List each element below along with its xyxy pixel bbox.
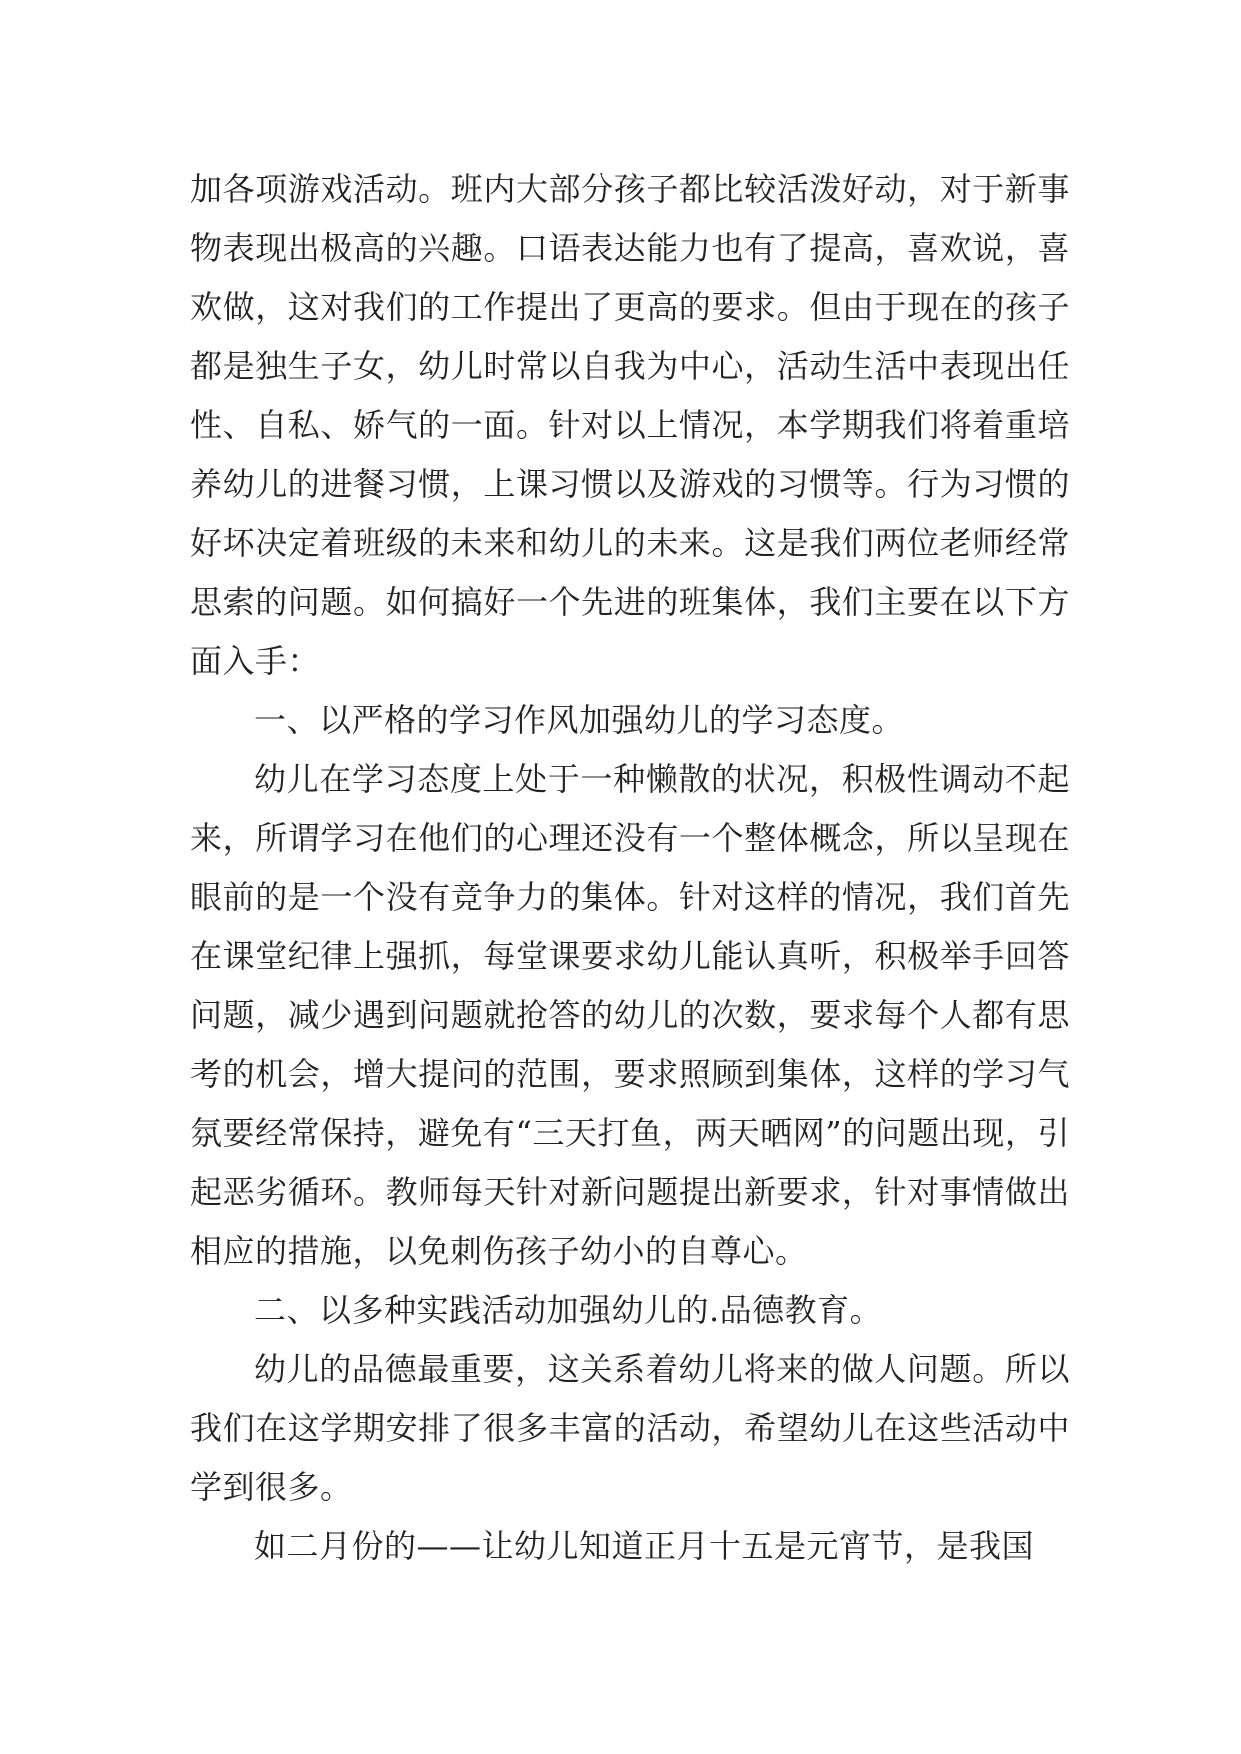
- paragraph-february-activity: 如二月份的——让幼儿知道正月十五是元宵节，是我国: [254, 1527, 1035, 1565]
- section-heading-2: 二、以多种实践活动加强幼儿的.品德教育。: [254, 1291, 883, 1329]
- document-body: [190, 160, 1070, 1576]
- paragraph-study-attitude: 幼儿在学习态度上处于一种懒散的状况，积极性调动不起来，所谓学习在他们的心理还没有一个整体概念，所以呈现在眼前的是一个没有竞争力的集体。针对这样的情况，我们首先在课堂纪律上强抓，每堂课要求幼儿能认真听，积极举手回答问题，减少遇到问题就抢答的幼儿的次数，要求每个人都有思考的机会，增大提问的范围，要求照顾到集体，这样的学习气氛要经常保持，避免有“三天打鱼，两天晒网”的问题出现，引起恶劣循环。教师每天针对新问题提出新要求，针对事情做出相应的措施，以免刺伤孩子幼小的自尊心。: [190, 760, 1070, 1270]
- paragraph-moral-education: 幼儿的品德最重要，这关系着幼儿将来的做人问题。所以我们在这学期安排了很多丰富的活动，希望幼儿在这些活动中学到很多。: [190, 1350, 1070, 1506]
- section-heading-1: 一、以严格的学习作风加强幼儿的学习态度。: [254, 701, 905, 739]
- paragraph-intro: 加各项游戏活动。班内大部分孩子都比较活泼好动，对于新事物表现出极高的兴趣。口语表达能力也有了提高，喜欢说，喜欢做，这对我们的工作提出了更高的要求。但由于现在的孩子都是独生子女，幼儿时常以自我为中心，活动生活中表现出任性、自私、娇气的一面。针对以上情况，本学期我们将着重培养幼儿的进餐习惯，上课习惯以及游戏的习惯等。行为习惯的好坏决定着班级的未来和幼儿的未来。这是我们两位老师经常思索的问题。如何搞好一个先进的班集体，我们主要在以下方面入手：: [190, 170, 1070, 680]
